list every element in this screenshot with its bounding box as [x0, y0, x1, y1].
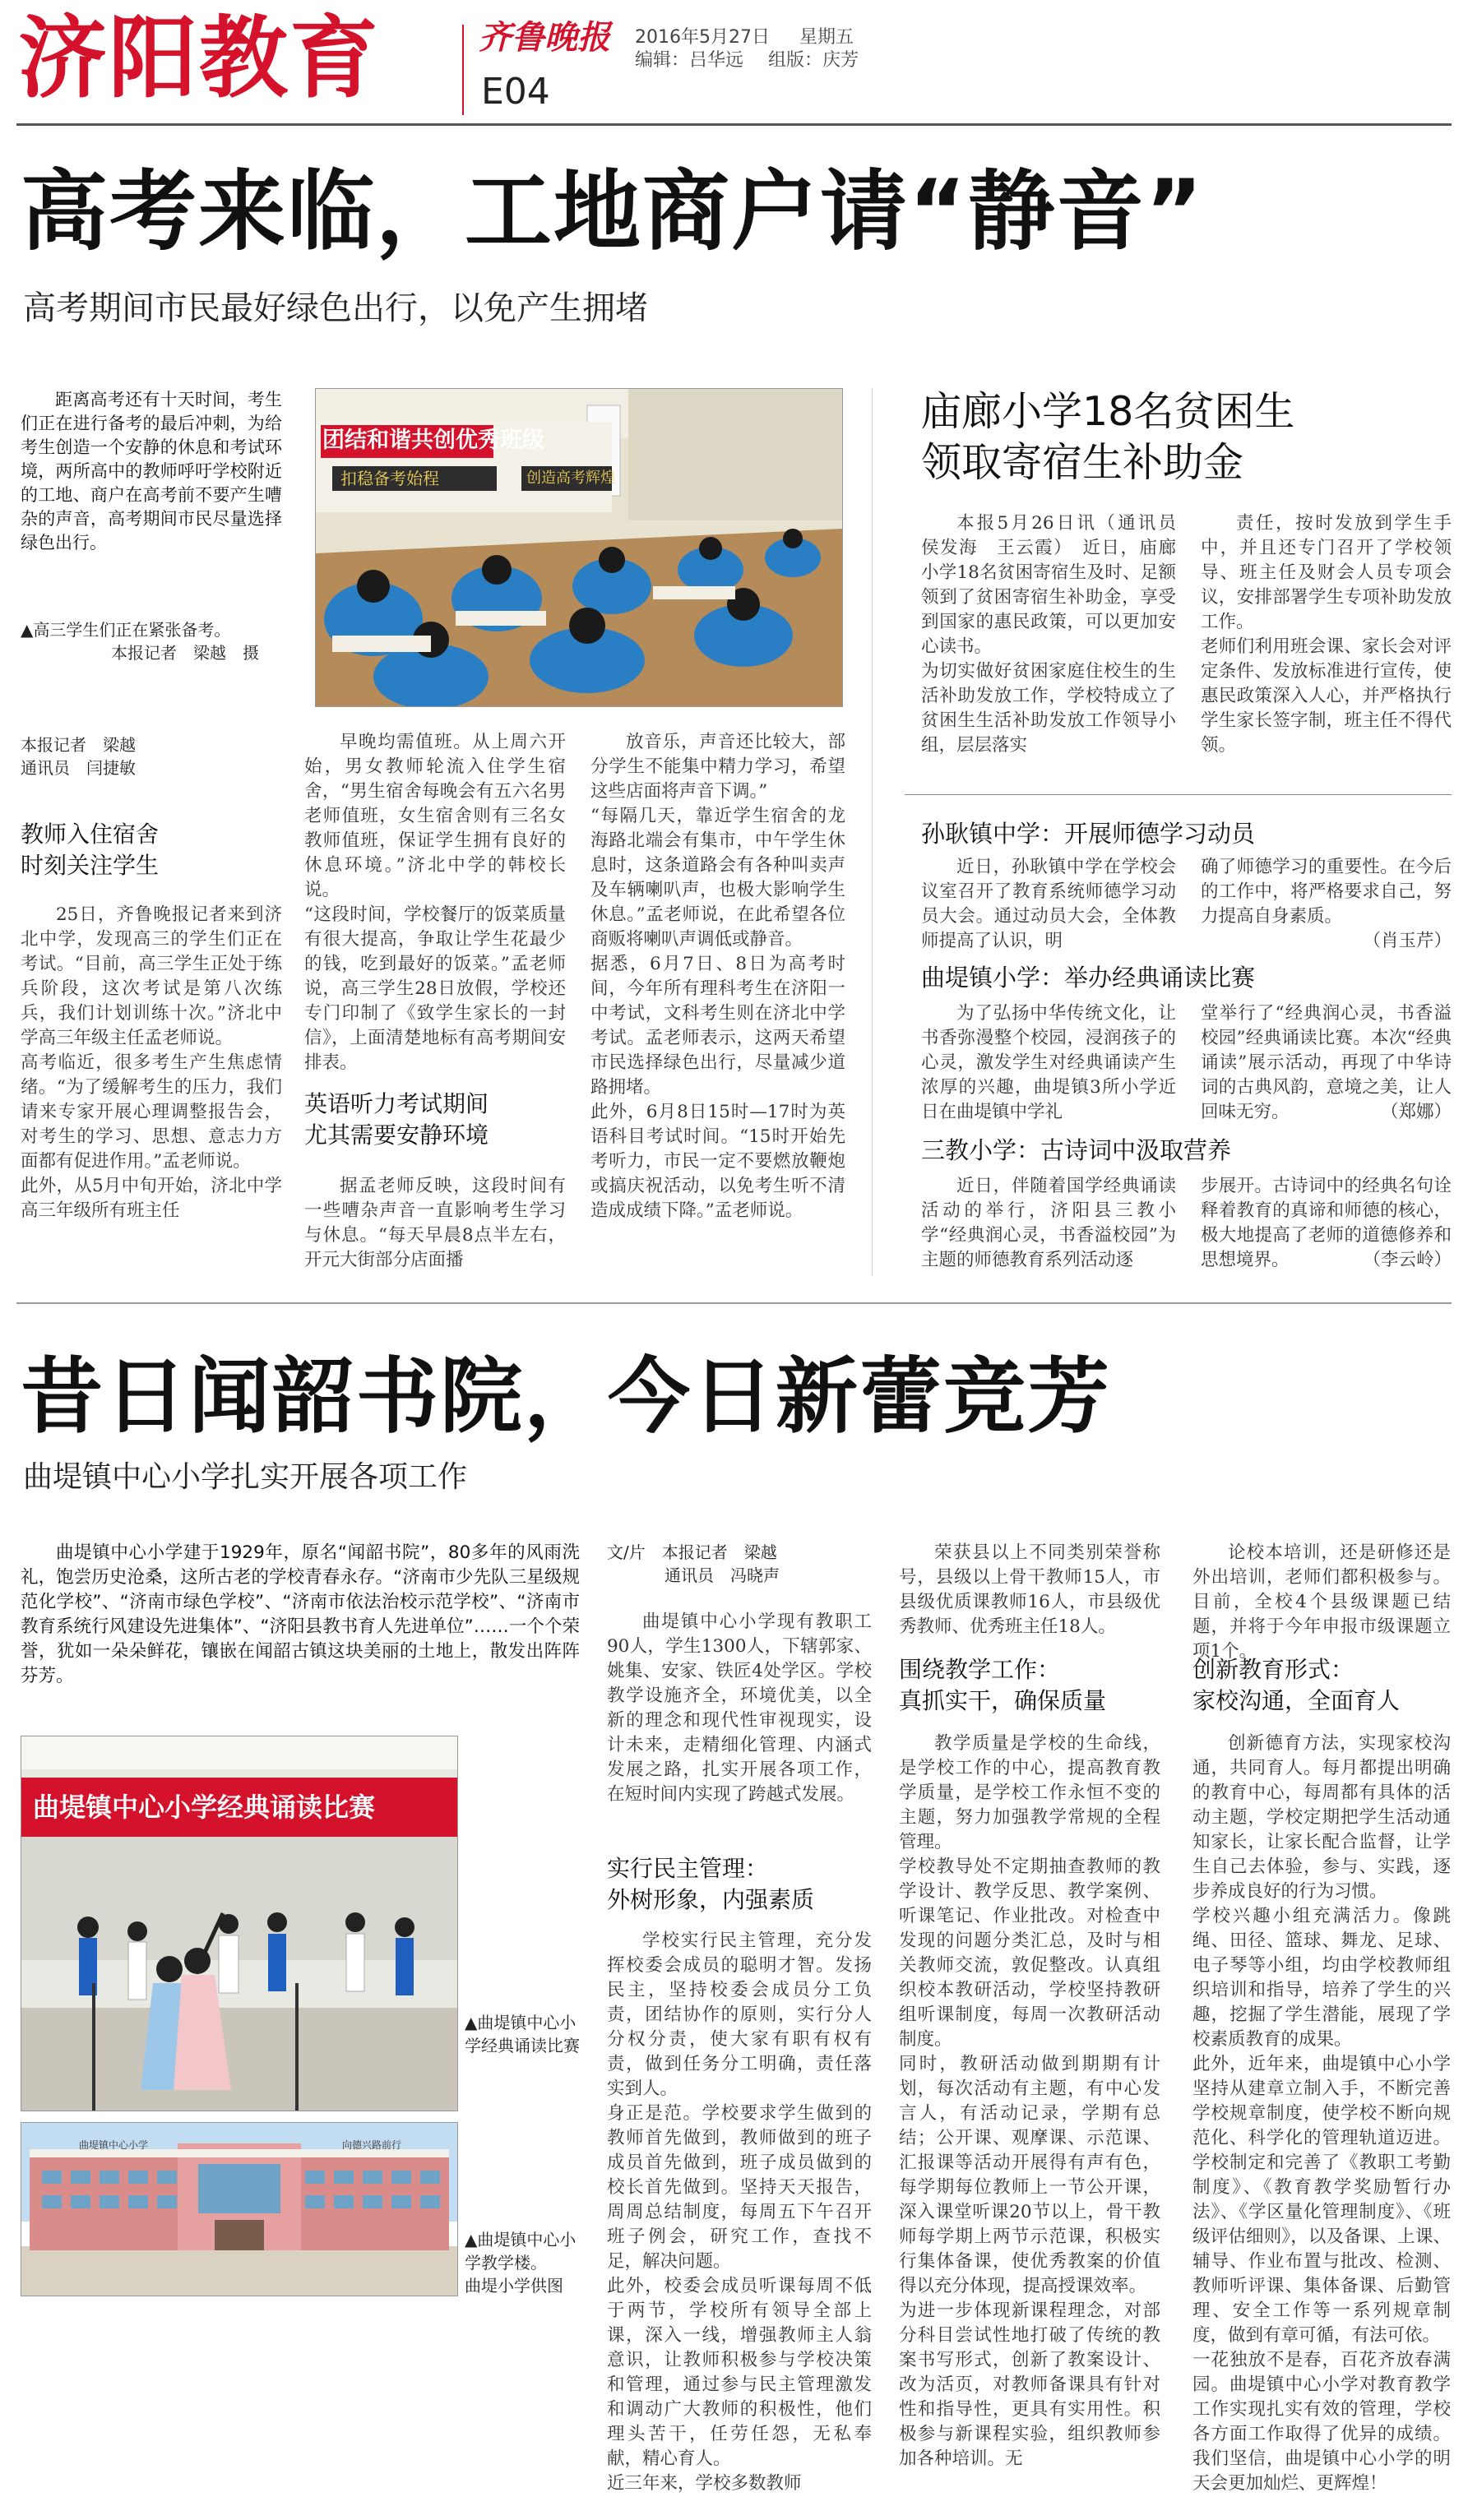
- layout-text: 组版：庆芳: [768, 50, 859, 71]
- brief1-column-2: [1201, 855, 1452, 954]
- story1-column-3: 放音乐，声音还比较大，部分学生不能集中精力学习，希望这些店面将声音下调。” “每隔几天，靠近学生宿舍的龙海路北端会有集市，中午学生休息时，这条道路会有各种叫卖声及车辆喇叭声，也极大影响学生休息。”孟老师说，在此希望各位商贩将喇叭声调低或静音。 据悉，6月7日、8日为高考时间，今年所有理科考生在济阳一中考试，文科考生则在济北中学考试。孟老师表示，这两天希望市民选择绿色出行，尽量减少道路拥堵。 此外，6月8日15时—17时为英语科目考试时间。“15时开始先考听力，市民一定不要燃放鞭炮或搞庆祝活动，以免考生听不清造成成绩下降。”孟老师说。: [590, 732, 845, 1221]
- story1-byline-reporter: 本报记者 梁越: [21, 735, 136, 755]
- brief1-author: （肖玉芹）: [1363, 931, 1452, 951]
- story1-subheading-1: 教师入住宿舍 时刻关注学生: [21, 821, 160, 879]
- masthead-divider: [462, 25, 464, 115]
- story1-headline: 高考来临，工地商户请“静音”: [21, 161, 1205, 262]
- story2-bottom-rule: [905, 794, 1452, 795]
- story1-caption-text: ▲高三学生们正在紧张备考。: [21, 620, 231, 640]
- editor-line: [635, 46, 859, 72]
- story3-byline-correspondent: 通讯员 冯晓声: [665, 1565, 780, 1585]
- brief2-author: （郑娜）: [1380, 1102, 1452, 1122]
- section-divider: [16, 1302, 1452, 1304]
- story3-subheading-a: 实行民主管理： 外树形象，内强素质: [607, 1855, 815, 1913]
- story1-subhead: 高考期间市民最好绿色出行，以免产生拥堵: [23, 289, 648, 327]
- story3-lead: 曲堤镇中心小学建于1929年，原名“闻韶书院”，80多年的风雨洗礼，饱尝历史沧桑，这所古老的学校青春永存。“济南市少先队三星级规范化学校”、“济南市绿色学校”、“济南市依法治校示范学校”、“济南市教育系统行风建设先进集体”、“济阳县教书育人先进单位”……一个个荣誉，犹如一朵朵鲜花，镶嵌在闻韶古镇这块美丽的土地上，散发出阵阵芬芳。: [21, 1542, 580, 1686]
- story3-subhead: 曲堤镇中心小学扎实开展各项工作: [23, 1460, 468, 1494]
- story1-column-1: 25日，齐鲁晚报记者来到济北中学，发现高三的学生们正在考试。“目前，高三学生正处于练兵阶段，这次考试是第八次练兵，我们计划训练十次。”济北中学高三年级主任孟老师说。 高考临近，很多考生产生焦虑情绪。“为了缓解考生的压力，我们请来专家开展心理调整报告会，对考生的学习、思想、意志力方面都有促进作用。”孟老师说。 此外，从5月中旬开始，济北中学高三年级所有班主任: [21, 904, 282, 1221]
- editor-text: 编辑：吕华远: [635, 50, 744, 71]
- story1-subheading-2: 英语听力考试期间 尤其需要安静环境: [304, 1090, 489, 1149]
- school-building-caption: ▲曲堤镇中心小学教学楼。 曲堤小学供图: [465, 2230, 577, 2296]
- classroom-photo: [315, 388, 843, 707]
- classroom-banner-text: 团结和谐共创优秀班级: [322, 428, 544, 453]
- story1-photo-caption: [21, 618, 292, 664]
- issue-date: [635, 23, 854, 49]
- story2-column-1: 本报5月26日讯（通讯员 侯发海 王云霞） 近日，庙廊小学18名贫困寄宿生及时、足额领到了贫困寄宿生补助金，享受到国家的惠民政策，可以更加安心读书。 为切实做好贫困家庭住校生的生活补助发放工作，学校特成立了贫困生生活补助发放工作领导小组，层层落实: [921, 513, 1176, 756]
- story1-caption-credit: 本报记者 梁越 摄: [111, 643, 259, 663]
- brief3-title: 三教小学：古诗词中汲取营养: [921, 1136, 1232, 1164]
- story3-column-2b: 学校实行民主管理，充分发挥校委会成员的聪明才智。发扬民主，坚持校委会成员分工负责，团结协作的原则，实行分人分权分责，使大家有职有权有责，做到任务分工明确，责任落实到人。 身正是范。学校要求学生做到的教师首先做到，教师做到的班子成员首先做到，班子成员做到的校长首先做到。坚持天天报告，周周总结制度，每周五下午召开班子例会，研究工作，查找不足，解决问题。 此外，校委会成员听课每周不低于两节，学校所有领导全部上课，深入一线，增强教师主人翁意识，让教师积极参与学校决策和管理，通过参与民主管理激发和调动广大教师的积极性，他们理头苦干，任劳任怨，无私奉献，精心育人。 近三年来，学校多数教师: [607, 1930, 872, 2494]
- story3-column-2a: 曲堤镇中心小学现有教职工90人，学生1300人，下辖郭家、姚集、安家、铁匠4处学区。学校教学设施齐全，环境优美，以全新的理念和现代性审视现实，设计未来，走精细化管理、内涵式发展之路，扎实开展各项工作，在短时间内实现了跨越式发展。: [607, 1611, 872, 1805]
- brief1-title: 孙耿镇中学：开展师德学习动员: [921, 820, 1256, 848]
- story2-column-2: 责任，按时发放到学生手中，并且还专门召开了学校领导、班主任及财会人员专项会议，安排部署学生专项补助发放工作。 老师们利用班会课、家长会对评定条件、发放标准进行宣传，使惠民政策深入人心，并严格执行学生家长签字制，班主任不得代领。: [1201, 513, 1452, 756]
- story3-column-4a: 论校本培训，还是研修还是外出培训，老师们都积极参与。目前，全校4个县级课题已结题，并将于今年申报市级课题立项1个。: [1192, 1542, 1451, 1662]
- story1-column-2b: 据孟老师反映，这段时间有一些嘈杂声音一直影响考生学习与休息。“每天早晨8点半左右，开元大街部分店面播: [304, 1176, 566, 1270]
- story3-byline-reporter: 文/片 本报记者 梁越: [607, 1542, 777, 1562]
- date-text: 2016年5月27日: [635, 27, 770, 48]
- classroom-sign-right: 创造高考辉煌: [526, 469, 615, 487]
- brief2-column-2: [1201, 1001, 1452, 1125]
- story3-column-3b: 教学质量是学校的生命线，是学校工作的中心，提高教育教学质量，是学校工作永恒不变的主题，努力加强教学常规的全程管理。 学校教导处不定期抽查教师的教学设计、教学反思、教学案例、听课笔记、作业批改。对检查中发现的问题分类汇总，及时与相关教师交流，敦促整改。认真组织校本教研活动，学校坚持教研组听课制度，每周一次教研活动制度。 同时，教研活动做到期期有计划，每次活动有主题，有中心发言人，有活动记录，学期有总结；公开课、观摩课、示范课、汇报课等活动开展得有声有色，每学期每位教师上一节公开课，深入课堂听课20节以上，骨干教师每学期上两节示范课，积极实行集体备课，使优秀教案的价值得以充分体现，提高授课效率。 为进一步体现新课程理念，对部分科目尝试性地打破了传统的教案书写形式，创新了教案设计、改为活页，对教师备课具有针对性和指导性，更具有实用性。积极参与新课程实验，组织教师参加各种培训。无: [899, 1733, 1160, 2469]
- brief1-column-1: 近日，孙耿镇中学在学校会议室召开了教育系统师德学习动员大会。通过动员大会，全体教师提高了认识，明: [921, 857, 1176, 951]
- story3-headline: 昔日闻韶书院，今日新蕾竞芳: [21, 1348, 1111, 1445]
- brief2-column-1: 为了弘扬中华传统文化，让书香弥漫整个校园，浸润孩子的心灵，激发学生对经典诵读产生浓厚的兴趣，曲堤镇3所小学近日在曲堤镇中学礼: [921, 1003, 1176, 1122]
- brief2-text-2: 堂举行了“经典润心灵，书香溢校园”经典诵读比赛。本次“经典诵读”展示活动，再现了中华诗词的古典风韵，意境之美，让人回味无穷。: [1201, 1003, 1452, 1122]
- recitation-caption: ▲曲堤镇中心小学经典诵读比赛: [465, 2013, 580, 2055]
- section-title: 济阳教育: [18, 7, 381, 110]
- story3-column-3a: 荣获县以上不同类别荣誉称号，县级以上骨干教师15人，市县级优质课教师16人，市县级优秀教师、优秀班主任18人。: [899, 1542, 1160, 1637]
- story1-byline-correspondent: 通讯员 闫捷敏: [21, 758, 136, 778]
- recitation-banner-text: 曲堤镇中心小学经典诵读比赛: [33, 1792, 376, 1823]
- recitation-photo: [21, 1736, 458, 2111]
- brief1-text-2: 确了师德学习的重要性。在今后的工作中，将严格要求自己，努力提高自身素质。: [1201, 857, 1452, 927]
- story3-column-4b: 创新德育方法，实现家校沟通，共同育人。每月都提出明确的教育中心，每周都有具体的活动主题，学校定期把学生活动通知家长，让家长配合监督，让学生自己去体验，参与、实践，逐步养成良好的行为习惯。 学校兴趣小组充满活力。像跳绳、田径、篮球、舞龙、足球、电子琴等小组，均由学校教师组织培训和指导，培养了学生的兴趣，挖掘了学生潜能，展现了学校素质教育的成果。 此外，近年来，曲堤镇中心小学坚持从建章立制入手，不断完善学校规章制度，使学校不断向规范化、科学化的管理轨道迈进。学校制定和完善了《教职工考勤制度》、《教育教学奖励暂行办法》、《学区量化管理制度》、《班级评估细则》，以及备课、上课、辅导、作业布置与批改、检测、教师听评课、集体备课、后勤管理、安全工作等一系列规章制度，做到有章可循，有法可依。 一花独放不是春，百花齐放春满园。曲堤镇中心小学对教育教学工作实现扎实有效的管理，学校各方面工作取得了优异的成绩。我们坚信，曲堤镇中心小学的明天会更加灿烂、更辉煌！: [1192, 1733, 1451, 2494]
- story3-subheading-b: 围绕教学工作： 真抓实干，确保质量: [899, 1656, 1107, 1714]
- story3-bylines: [607, 1541, 780, 1587]
- story1-bylines: [21, 733, 136, 779]
- school-sign-left: 曲堤镇中心小学: [79, 2139, 149, 2151]
- brief3-column-1: 近日，伴随着国学经典诵读活动的举行，济阳县三教小学“经典润心灵，书香溢校园”为主题的师德教育系列活动逐: [921, 1176, 1176, 1270]
- brief3-column-2: [1201, 1174, 1452, 1273]
- story2-headline: 庙廊小学18名贫困生 领取寄宿生补助金: [921, 388, 1295, 486]
- page-number: E04: [481, 71, 550, 113]
- brief3-text-2: 步展开。古诗词中的经典名句诠释着教育的真谛和师德的核心，极大地提高了老师的道德修养和思想境界。: [1201, 1176, 1452, 1270]
- story1-lead: 距离高考还有十天时间，考生们正在进行备考的最后冲刺，为给考生创造一个安静的休息和考试环境，两所高中的教师呼吁学校附近的工地、商户在高考前不要产生嘈杂的声音，高考期间市民尽量选择绿色出行。: [21, 390, 282, 553]
- paper-logo: 齐鲁晚报: [479, 18, 610, 57]
- classroom-sign-left: 扣稳备考始程: [340, 469, 439, 488]
- brief2-title: 曲堤镇小学：举办经典诵读比赛: [921, 964, 1256, 992]
- brief3-author: （李云岭）: [1363, 1250, 1452, 1270]
- story1-column-2a: 早晚均需值班。从上周六开始，男女教师轮流入住学生宿舍，“男生宿舍每晚会有五六名男老师值班，女生宿舍则有三名女教师值班，保证学生拥有良好的休息环境。”济北中学的韩校长说。 “这段时间，学校餐厅的饭菜质量有很大提高，争取让学生花最少的钱，吃到最好的饭菜。”孟老师说，高三学生28日放假，学校还专门印制了《致学生家长的一封信》，上面清楚地标有高考期间安排表。: [304, 732, 566, 1073]
- masthead-rule: [16, 123, 1452, 126]
- story3-subheading-c: 创新教育形式： 家校沟通，全面育人: [1192, 1656, 1401, 1714]
- school-sign-right: 向德兴路前行: [342, 2139, 402, 2151]
- story1-right-divider: [872, 388, 873, 1276]
- weekday-text: 星期五: [799, 27, 854, 48]
- school-building-photo: [21, 2122, 458, 2296]
